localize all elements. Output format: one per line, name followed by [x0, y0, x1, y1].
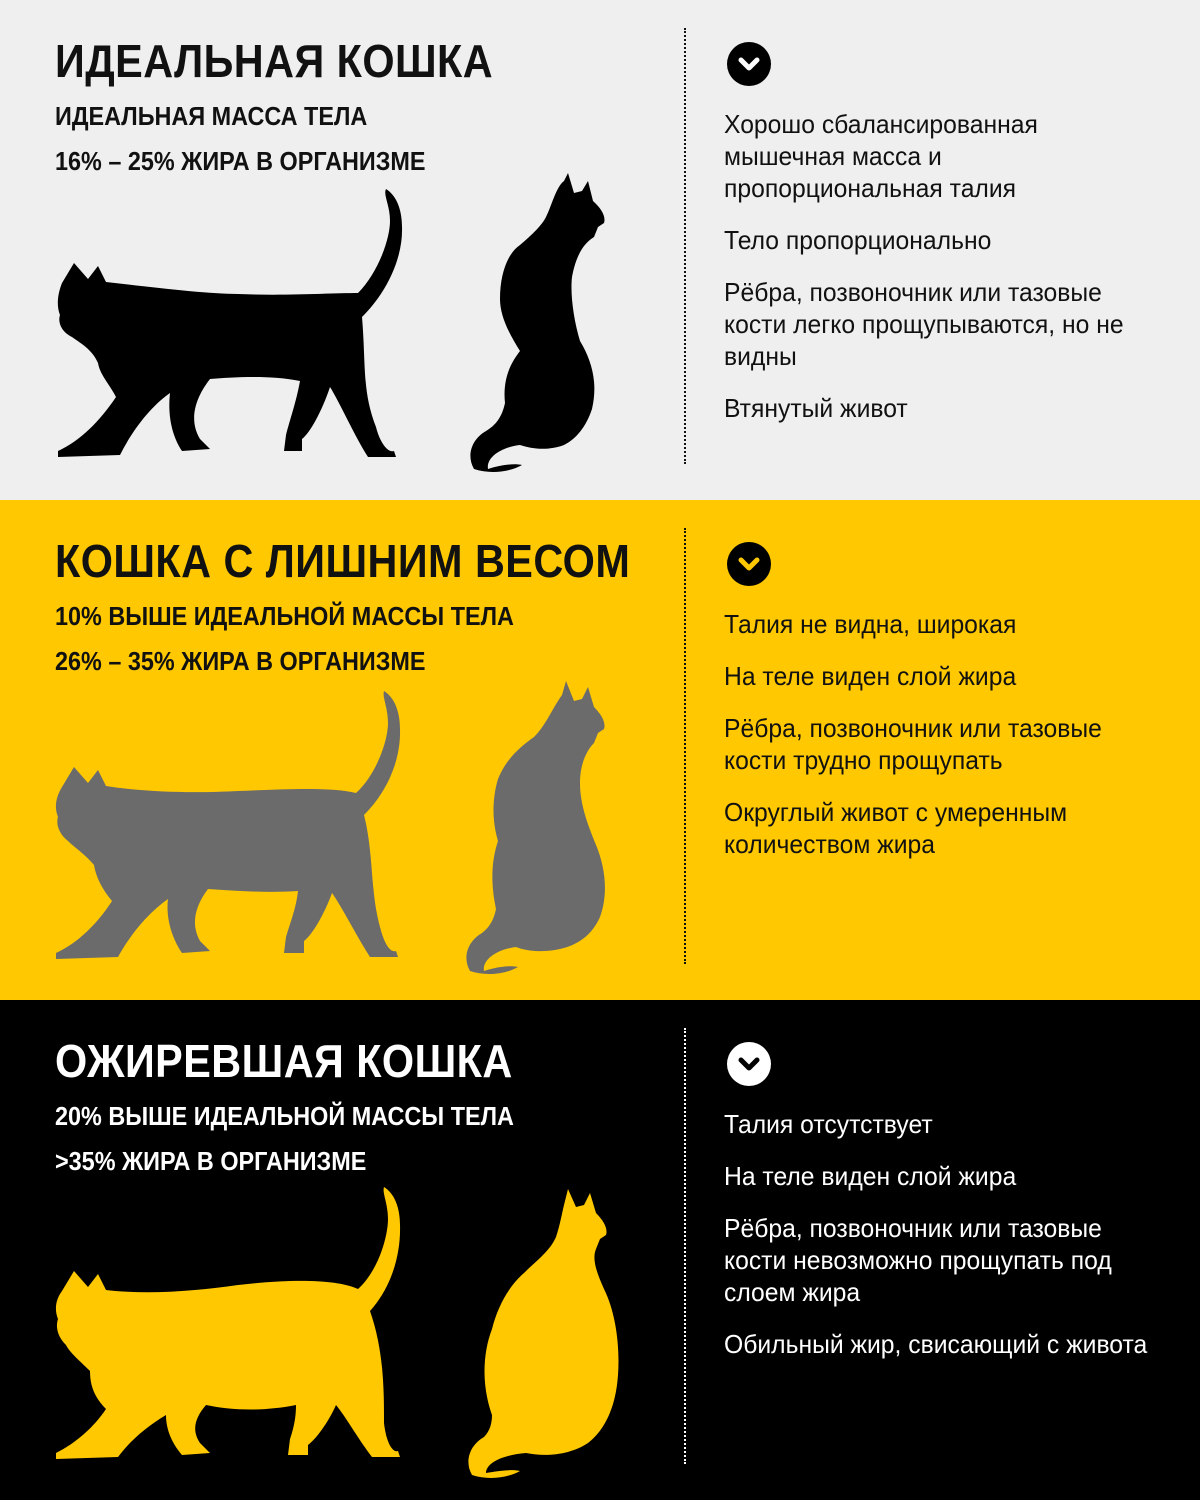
- walking-cat-silhouette: [58, 189, 402, 457]
- sitting-cat-silhouette: [470, 173, 604, 472]
- cat-silhouettes: [40, 665, 620, 985]
- sitting-cat-silhouette: [466, 681, 605, 974]
- body-mass-label: ИДЕАЛЬНАЯ МАССА ТЕЛА: [55, 101, 368, 131]
- list-item: Рёбра, позвоночник или тазовые кости трудно прощупать: [724, 713, 1102, 775]
- characteristics-list: [724, 1108, 1174, 1380]
- walking-cat-silhouette: [56, 691, 400, 959]
- list-item: Обильный жир, свисающий с живота: [724, 1329, 1148, 1359]
- section-title: ОЖИРЕВШАЯ КОШКА: [55, 1035, 513, 1087]
- characteristics-list: [724, 108, 1174, 444]
- list-item: Тело пропорционально: [724, 225, 992, 255]
- section-title: КОШКА С ЛИШНИМ ВЕСОМ: [55, 535, 631, 587]
- list-item: Втянутый живот: [724, 393, 908, 423]
- sitting-cat-silhouette: [468, 1189, 618, 1478]
- dotted-divider: [684, 528, 686, 964]
- body-mass-label: 10% ВЫШЕ ИДЕАЛЬНОЙ МАССЫ ТЕЛА: [55, 601, 514, 631]
- list-item: Талия отсутствует: [724, 1109, 933, 1139]
- chevron-down-icon: [727, 1042, 771, 1086]
- walking-cat-silhouette: [56, 1187, 400, 1459]
- body-mass-label: 20% ВЫШЕ ИДЕАЛЬНОЙ МАССЫ ТЕЛА: [55, 1101, 514, 1131]
- body-fat-label: 26% – 35% ЖИРА В ОРГАНИЗМЕ: [55, 646, 426, 676]
- characteristics-list: [724, 608, 1174, 880]
- section-obese-cat: [0, 1000, 1200, 1500]
- section-title: ИДЕАЛЬНАЯ КОШКА: [55, 35, 494, 87]
- dotted-divider: [684, 1028, 686, 1464]
- section-ideal-cat: [0, 0, 1200, 500]
- list-item: Рёбра, позвоночник или тазовые кости невозможно прощупать под слоем жира: [724, 1213, 1112, 1307]
- body-fat-label: 16% – 25% ЖИРА В ОРГАНИЗМЕ: [55, 146, 426, 176]
- list-item: Рёбра, позвоночник или тазовые кости легко прощупываются, но не видны: [724, 277, 1124, 371]
- list-item: Хорошо сбалансированная мышечная масса и пропорциональная талия: [724, 109, 1038, 203]
- body-fat-label: >35% ЖИРА В ОРГАНИЗМЕ: [55, 1146, 367, 1176]
- list-item: На теле виден слой жира: [724, 661, 1017, 691]
- cat-silhouettes: [40, 1165, 620, 1485]
- chevron-down-icon: [727, 542, 771, 586]
- section-overweight-cat: [0, 500, 1200, 1000]
- dotted-divider: [684, 28, 686, 464]
- list-item: На теле виден слой жира: [724, 1161, 1017, 1191]
- list-item: Талия не видна, широкая: [724, 609, 1017, 639]
- chevron-down-icon: [727, 42, 771, 86]
- list-item: Округлый живот с умеренным количеством жира: [724, 797, 1068, 859]
- cat-silhouettes: [40, 165, 620, 485]
